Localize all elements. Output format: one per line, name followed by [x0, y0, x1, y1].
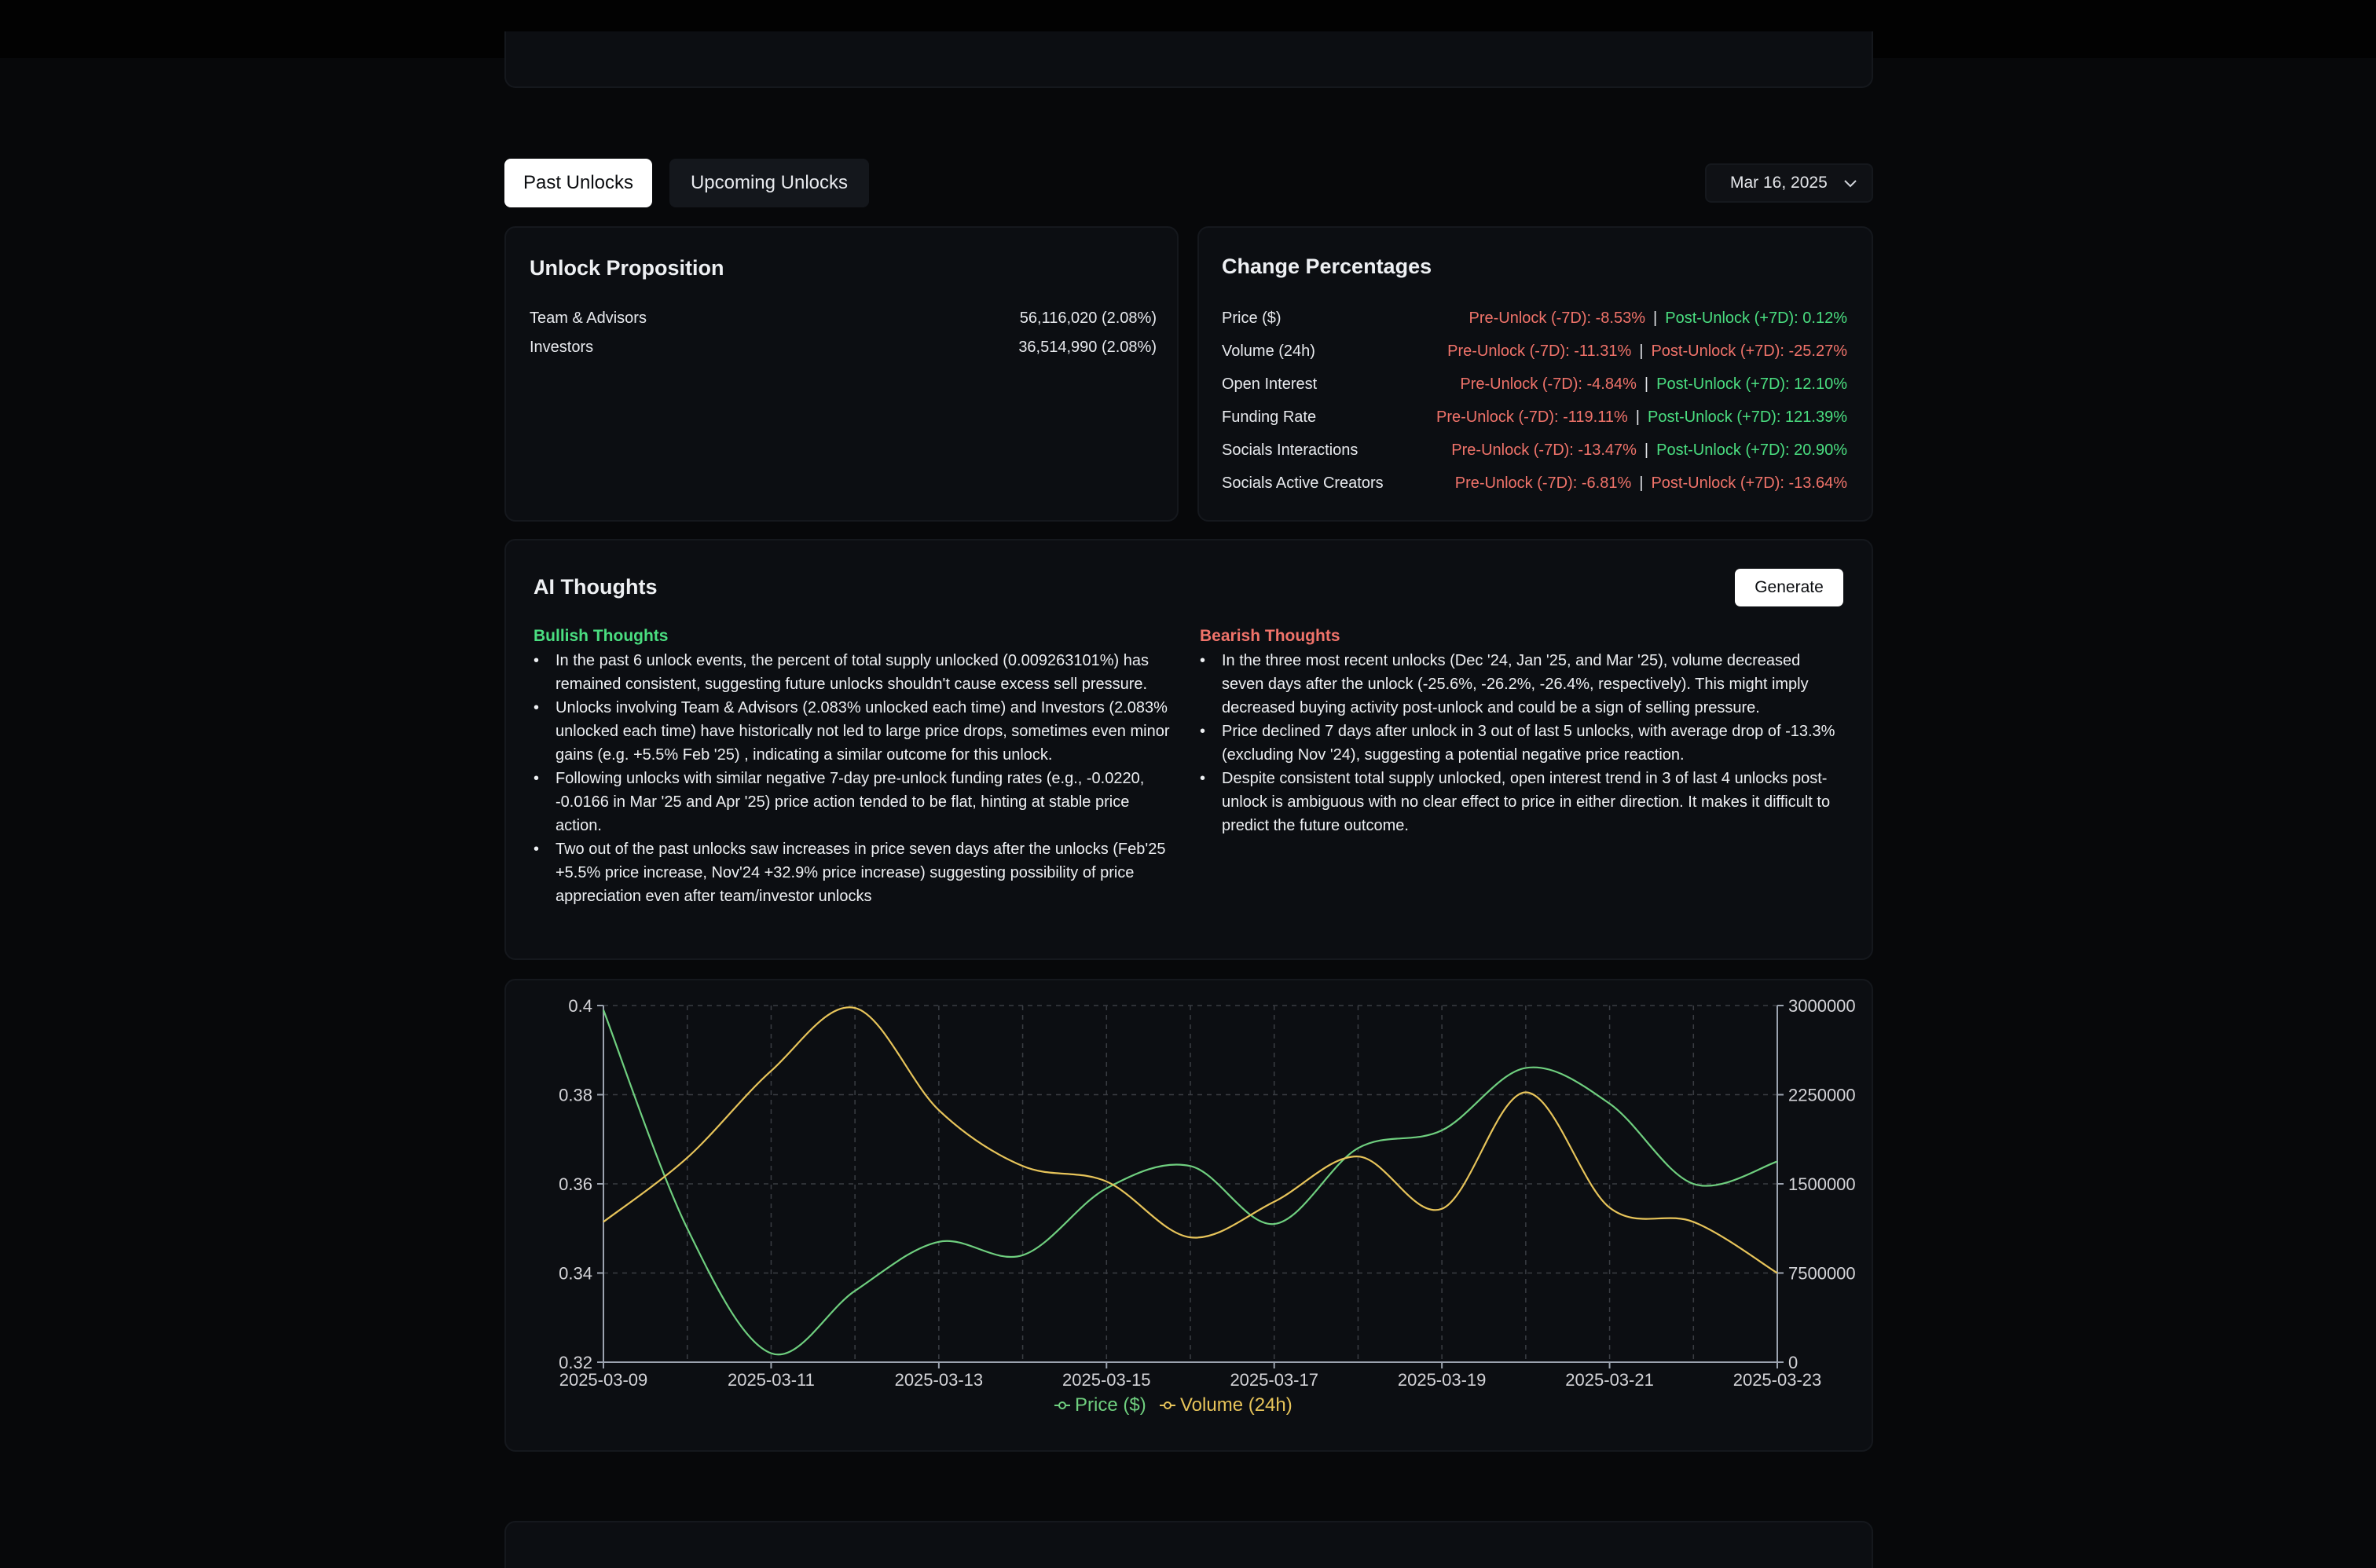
- y-left-tick-label: 0.34: [559, 1263, 592, 1284]
- change-values: [1469, 310, 1847, 328]
- change-values: [1447, 343, 1847, 361]
- value-separator: |: [1644, 376, 1649, 393]
- post-unlock-value: Post-Unlock (+7D): 20.90%: [1656, 441, 1847, 459]
- change-row: [1222, 408, 1847, 430]
- x-tick-label: 2025-03-15: [1062, 1370, 1151, 1390]
- change-label: Funding Rate: [1222, 408, 1317, 426]
- legend-volume: Volume (24h): [1180, 1394, 1292, 1416]
- bearish-heading: Bearish Thoughts: [1200, 627, 1340, 645]
- post-unlock-value: Post-Unlock (+7D): -25.27%: [1651, 343, 1847, 360]
- change-label: Volume (24h): [1222, 343, 1315, 360]
- change-row: [1222, 474, 1847, 496]
- post-unlock-value: Post-Unlock (+7D): 0.12%: [1665, 310, 1847, 327]
- change-row: [1222, 376, 1847, 397]
- unlock-proposition-title: Unlock Proposition: [530, 256, 724, 280]
- bullish-item: • In the past 6 unlock events, the percent of total supply unlocked (0.009263101%) has remained consistent, suggesting future unlocks shouldn't cause excess sell pressure.: [534, 649, 1178, 696]
- value-separator: |: [1639, 343, 1644, 360]
- y-right-tick-label: 2250000: [1788, 1085, 1856, 1105]
- bullish-list: [534, 649, 1178, 908]
- next-section-card: [504, 1521, 1873, 1568]
- x-tick-label: 2025-03-19: [1397, 1370, 1487, 1390]
- change-label: Price ($): [1222, 310, 1282, 327]
- pre-unlock-value: Pre-Unlock (-7D): -6.81%: [1454, 474, 1632, 492]
- bearish-item: • Despite consistent total supply unlocked, open interest trend in 3 of last 4 unlocks post-unlock is ambiguous with no clear effect to price in either direction. It makes it difficult to predict the future outcome.: [1200, 767, 1836, 837]
- y-left-tick-label: 0.38: [559, 1085, 592, 1105]
- pre-unlock-value: Pre-Unlock (-7D): -11.31%: [1447, 343, 1632, 360]
- y-right-tick-label: 7500000: [1788, 1263, 1856, 1284]
- change-row: [1222, 343, 1847, 365]
- value-separator: |: [1653, 310, 1658, 327]
- price-volume-chart-card: [504, 979, 1873, 1452]
- change-values: [1455, 474, 1847, 493]
- bullish-heading: Bullish Thoughts: [534, 627, 669, 645]
- bearish-item: • Price declined 7 days after unlock in 3 out of last 5 unlocks, with average drop of -13.3% (excluding Nov '24), suggesting a potential negative price reaction.: [1200, 720, 1836, 767]
- previous-section-card: [504, 31, 1873, 88]
- proposition-value: 36,514,990 (2.08%): [1018, 339, 1157, 356]
- generate-button[interactable]: Generate: [1735, 569, 1843, 606]
- x-tick-label: 2025-03-21: [1565, 1370, 1654, 1390]
- bullish-item: • Following unlocks with similar negative 7-day pre-unlock funding rates (e.g., -0.0220, -0.0166 in Mar '25 and Apr '25) price action tended to be flat, hinting at stable price action.: [534, 767, 1178, 837]
- x-tick-label: 2025-03-17: [1230, 1370, 1318, 1390]
- ai-thoughts-title: AI Thoughts: [534, 575, 658, 599]
- proposition-value: 56,116,020 (2.08%): [1019, 310, 1157, 327]
- y-right-tick-label: 0: [1788, 1353, 1798, 1372]
- legend-marker-dot: [1164, 1402, 1171, 1409]
- value-separator: |: [1644, 441, 1649, 459]
- bearish-list: [1200, 649, 1836, 837]
- x-tick-label: 2025-03-23: [1732, 1370, 1822, 1390]
- change-values: [1451, 441, 1847, 460]
- proposition-row: [530, 310, 1157, 328]
- bullish-item: • Unlocks involving Team & Advisors (2.083% unlocked each time) and Investors (2.083% unlocked each time) have historically not led to large price drops, sometimes even minor gains (e.g. +5.5% Feb '25) , indicating a similar outcome for this unlock.: [534, 696, 1178, 767]
- x-tick-label: 2025-03-11: [727, 1370, 815, 1390]
- tab-past-unlocks[interactable]: Past Unlocks: [504, 159, 652, 207]
- y-right-tick-label: 3000000: [1788, 996, 1856, 1016]
- price-volume-chart: [506, 980, 1872, 1450]
- x-tick-label: 2025-03-13: [894, 1370, 984, 1390]
- proposition-row: [530, 339, 1157, 357]
- pre-unlock-value: Pre-Unlock (-7D): -119.11%: [1436, 408, 1628, 426]
- change-row: [1222, 441, 1847, 463]
- y-right-tick-label: 1500000: [1788, 1174, 1856, 1194]
- proposition-label: Team & Advisors: [530, 310, 647, 327]
- proposition-label: Investors: [530, 339, 594, 356]
- post-unlock-value: Post-Unlock (+7D): 12.10%: [1656, 376, 1847, 393]
- bearish-item: • In the three most recent unlocks (Dec '24, Jan '25, and Mar '25), volume decreased seven days after the unlock (-25.6%, -26.2%, -26.4%, respectively). This might imply decreased buying activity post-unlock and could be a sign of selling pressure.: [1200, 649, 1836, 720]
- legend-marker-dot: [1059, 1402, 1065, 1409]
- value-separator: |: [1639, 474, 1644, 492]
- change-values: [1460, 376, 1847, 394]
- legend-price: Price ($): [1075, 1394, 1146, 1416]
- bullish-item: • Two out of the past unlocks saw increases in price seven days after the unlocks (Feb'25 +5.5% price increase, Nov'24 +32.9% price increase) suggesting possibility of price appreciation even after team/investor unlocks: [534, 837, 1178, 908]
- post-unlock-value: Post-Unlock (+7D): -13.64%: [1651, 474, 1847, 492]
- change-row: [1222, 310, 1847, 332]
- change-label: Socials Active Creators: [1222, 474, 1384, 492]
- pre-unlock-value: Pre-Unlock (-7D): -4.84%: [1460, 376, 1637, 393]
- y-left-tick-label: 0.4: [568, 996, 592, 1016]
- change-values: [1436, 408, 1847, 427]
- chevron-down-icon: [1842, 174, 1859, 192]
- post-unlock-value: Post-Unlock (+7D): 121.39%: [1647, 408, 1847, 426]
- y-left-tick-label: 0.32: [559, 1353, 592, 1372]
- unlock-proposition-card: [504, 226, 1179, 522]
- value-separator: |: [1635, 408, 1640, 426]
- change-label: Open Interest: [1222, 376, 1318, 393]
- pre-unlock-value: Pre-Unlock (-7D): -8.53%: [1468, 310, 1646, 327]
- change-label: Socials Interactions: [1222, 441, 1358, 459]
- date-selector[interactable]: [1705, 163, 1873, 203]
- tab-upcoming-unlocks[interactable]: Upcoming Unlocks: [669, 159, 869, 207]
- date-selector-value: Mar 16, 2025: [1730, 174, 1828, 192]
- change-percentages-title: Change Percentages: [1222, 255, 1432, 278]
- y-left-tick-label: 0.36: [559, 1174, 592, 1194]
- pre-unlock-value: Pre-Unlock (-7D): -13.47%: [1451, 441, 1637, 459]
- x-tick-label: 2025-03-09: [559, 1370, 648, 1390]
